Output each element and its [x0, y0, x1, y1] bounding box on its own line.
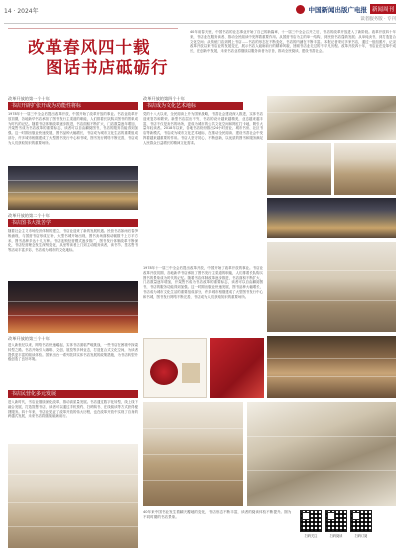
headline-rule — [8, 28, 178, 29]
qr-code-icon — [325, 510, 347, 532]
photo-bookstore-gallery — [267, 198, 396, 238]
section-1-body — [8, 112, 138, 164]
paper-name: 中国新闻出版广电报 — [308, 5, 367, 14]
section-2-title: 书店图书大批苦学 — [8, 219, 138, 227]
section-4-title: 书店成为文化艺术地标 — [143, 102, 243, 110]
section-4-label: 改革开放的第四个十年 — [143, 96, 185, 101]
section-4-body — [143, 112, 263, 262]
section-2-body — [8, 229, 138, 279]
bottom-caption — [143, 510, 293, 548]
photo-bookstore-shelves — [334, 143, 396, 195]
qr-label-2: 扫码阅读 — [329, 534, 343, 538]
page-number: 14 · 2024年 — [4, 8, 39, 15]
qr-label-3: 扫码订阅 — [354, 534, 368, 538]
photo-bookstore-modern-hall — [267, 242, 396, 332]
paper-branding — [296, 4, 396, 14]
section-1-text: 1978年十一届三中全会后提出改革开放，中国开始了改革开放的事业。书店业改革开放初期，各地新华书店承担了图书发行主渠道的职能，人们排着长队购买图书的景象成为时代的记忆。随着书店体制改革逐步推进，书店面积不断扩大，门店数量逐年增加，开架售书成为书店改革的重要标志，读者可以自由翻阅图书，书店的服务功能得到加强。这一时期出版业快速发展，图书品种大幅增长，书店成为城市文化生活的重要组成部分，许多城市相继建成了大型图书发行中心和书城，图书发行网络不断完善，书店成为人们获取知识的重要场所。 — [8, 112, 138, 145]
section-1-title: 书店开辟扩张开或为功能性将标 — [8, 102, 138, 110]
section-1-label: 改革开放的第一个十年 — [8, 96, 50, 101]
photo-bookstore-crowd — [8, 166, 138, 210]
photo-bookstore-night — [267, 336, 396, 398]
photo-bookstore-poster — [143, 338, 207, 398]
edition-tag: 新闻周刊 — [370, 4, 396, 14]
qr-item-1[interactable] — [300, 510, 322, 548]
qr-item-2[interactable] — [325, 510, 347, 548]
photo-bookstore-atrium — [267, 96, 396, 140]
section-2-text: 随着社会主义市场经济体制的建立，书店业迎来了新的发展机遇。民营书店如雨后春笋般涌现，与国营书店形成互补，大型书城开始出现，图书卖场面积动辄数千上万平方米，图书品种多达十几万种。书店连锁经营模式逐步推广，图书发行体制改革不断深化，书店经营理念发生深刻变化，从坐等读者上门到主动服务读者，读书节、签名售书等活动丰富多彩，书店成为城市的文化地标。 — [8, 229, 138, 253]
qr-label-1: 扫码关注 — [304, 534, 318, 538]
photo-reading-hall — [8, 444, 138, 548]
qr-item-3[interactable] — [350, 510, 372, 548]
section-1-text-continued: 1978年十一届三中全会后提出改革开放，中国开始了改革开放的事业。书店业改革开放初期，各地新华书店承担了图书发行主渠道的职能，人们排着长队购买图书的景象成为时代的记忆。随着书店体制改革逐步推进，书店面积不断扩大，门店数量逐年增加，开架售书成为书店改革的重要标志，读者可以自由翻阅图书，书店的服务功能得到加强。这一时期出版业快速发展，图书品种大幅增长，书店成为城市文化生活的重要组成部分，许多城市相继建成了大型图书发行中心和书城，图书发行网络不断完善，书店成为人们获取知识的重要场所。 — [143, 266, 263, 299]
section-5-text: 进入新时代，书店业继续深化改革，推动高质量发展。书店通过数字化转型，线上线下融合发展，打造智慧书店，读者可以通过手机预约、扫码购书、在线阅读等方式获得便捷服务。四十年来，书店业见证了改革开放的伟大历程，也在改革开放中实现了自身的跨越式发展，未来书店将继续砥砺前行。 — [8, 400, 138, 419]
headline — [28, 38, 169, 78]
section-3-label: 改革开放的第三个十年 — [8, 336, 50, 341]
photo-bookstore-storefront — [8, 281, 138, 333]
intro-text-block — [190, 30, 396, 90]
photo-bookstore-interior — [267, 143, 331, 195]
qr-code-icon — [300, 510, 322, 532]
photo-bookstore-library — [143, 402, 243, 506]
headline-line-1: 改革春风四十载 — [28, 38, 151, 57]
section-4-body-continued — [143, 266, 263, 334]
poster-decoration — [182, 363, 200, 383]
section-4-text: 党的十八大以来，全民阅读上升为国家战略，书香社会建设深入推进，实体书店迎来复苏和繁荣。新型书店层出不穷，书店的设计越来越精美，业态越来越丰富，书店不仅是卖书的场所，更成为城市的公共文化空间和网红打卡地，吸引大量年轻读者。2018年以来，各地书店纷纷推出24小时营业、城市书房、社区书店等新模式，书店成为城市文化艺术地标，在推动全民阅读、建设书香社会中发挥着越来越重要的作用。书店人坚守初心，不断创新，以优质的图书和服务满足人民群众日益增长的精神文化需求。 — [143, 112, 263, 145]
caption-text: 40年来中国书业发生着翻天覆地的变化，书店形态不断丰富，读者的阅读体验不断提升。图为不同时期的书店景象。 — [143, 510, 292, 519]
qr-code-icon — [350, 510, 372, 532]
photo-bookstore-red-facade — [210, 338, 264, 398]
section-3-text: 进入新世纪以来，网络书店快速崛起，实体书店面临严峻挑战，一些书店在困境中探索转型之路。书店开始引入咖啡、文创、展览等多种业态，打造复合式文化空间，为读者提供更丰富的阅读体验。国家出台一系列扶持实体书店发展的政策措施，为书店转型升级创造了良好环境。 — [8, 343, 138, 362]
qr-code-group — [300, 510, 396, 548]
paper-logo-icon — [296, 5, 305, 14]
section-5-body — [8, 400, 138, 440]
edition-subtitle: 读者服务版 · 专刊 — [360, 17, 396, 22]
masthead — [4, 4, 396, 24]
poster-emblem-icon — [150, 359, 178, 385]
section-3-title: 书店民营化多元发展 — [8, 390, 138, 398]
photo-bookstore-spiral-atrium — [247, 402, 396, 506]
headline-line-2: 图话书店砥砺行 — [46, 58, 169, 77]
section-3-body — [8, 343, 138, 387]
intro-paragraph: 40年前春天里，中国书店的业态事业开始了自己的新篇章，十一届三中全会召开之后，书店的改革开放进入了新阶段。改革开放四十年来，书店业在服务读者、推动全民阅读中发挥着重要作用。从国营书店为主的单一结构，到民营书店蓬勃发展；从单纯卖书，到打造复合文化空间；从传统门店到网上书店……书店的形态在不断变化，书店的内涵在不断丰富。本报记者采访多家书店，通过一组组照片，记录改革开放以来书店业的发展变迁，展示书店人砥砺前行的精神风貌，回顾书店业走过的不平凡历程。改革开放四十年，书店业在变革中成长，在创新中发展，未来书店业将继续以服务读者为宗旨，推动全民阅读，建设书香社会。 — [190, 30, 396, 54]
section-2-label: 改革开放的第二个十年 — [8, 213, 50, 218]
